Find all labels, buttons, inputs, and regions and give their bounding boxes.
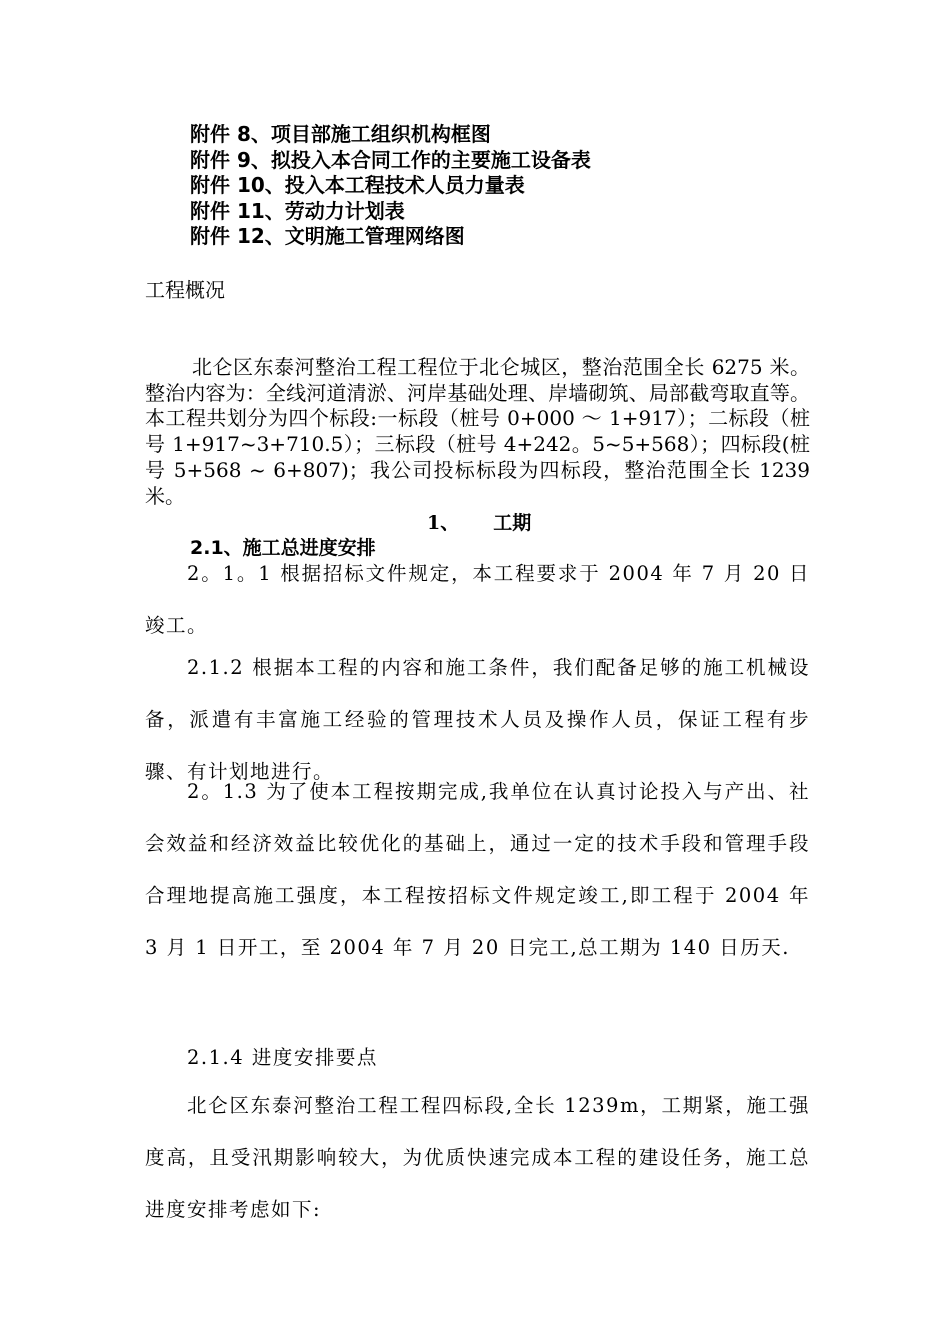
heading-number: 1、	[427, 512, 460, 534]
attachment-item: 附件 12、文明施工管理网络图	[190, 224, 465, 248]
attachment-item: 附件 10、投入本工程技术人员力量表	[190, 173, 525, 197]
attachment-item: 附件 9、拟投入本合同工作的主要施工设备表	[190, 147, 591, 172]
paragraph-2-1-4: 2.1.4 进度安排要点	[187, 1046, 378, 1069]
overview-paragraph: 北仑区东泰河整治工程工程位于北仑城区，整治范围全长 6275 米。整治内容为：全线河道清淤、河岸基础处理、岸墙砌筑、局部截弯取直等。本工程共划分为四个标段:一标段（桩号 0+000 ～ 1+917）；二标段（桩号 1+917~3+710.5）；三标段（桩号 4+242。5~5+568）；四标段(桩号 5+568 ~ 6+807)；我公司投标标段为四标段，整治范围全长 1239 米。	[145, 355, 810, 508]
attachment-list	[190, 122, 591, 250]
paragraph-schedule-notes: 北仑区东泰河整治工程工程四标段,全长 1239m，工期紧，施工强度高，且受汛期影响较大，为优质快速完成本工程的建设任务，施工总进度安排考虑如下:	[145, 1094, 810, 1221]
heading-text: 工期	[493, 512, 532, 534]
paragraph-2-1-1: 2。1。1 根据招标文件规定，本工程要求于 2004 年 7 月 20 日竣工。	[145, 562, 810, 637]
attachment-item: 附件 11、劳动力计划表	[190, 198, 405, 223]
paragraph-2-1-2: 2.1.2 根据本工程的内容和施工条件，我们配备足够的施工机械设备，派遣有丰富施工经验的管理技术人员及操作人员，保证工程有步骤、有计划地进行。	[145, 656, 810, 783]
attachment-item: 附件 8、项目部施工组织机构框图	[190, 122, 491, 146]
paragraph-2-1-3: 2。1.3 为了使本工程按期完成,我单位在认真讨论投入与产出、社会效益和经济效益比较优化的基础上，通过一定的技术手段和管理手段合理地提高施工强度，本工程按招标文件规定竣工,即工程于 2004 年 3 月 1 日开工，至 2004 年 7 月 20 日完工,总工期为 140 日历天.	[145, 780, 810, 959]
heading-schedule	[427, 511, 531, 535]
section-title: 工程概况	[145, 278, 225, 302]
subheading-overall-schedule: 2.1、施工总进度安排	[190, 537, 376, 559]
